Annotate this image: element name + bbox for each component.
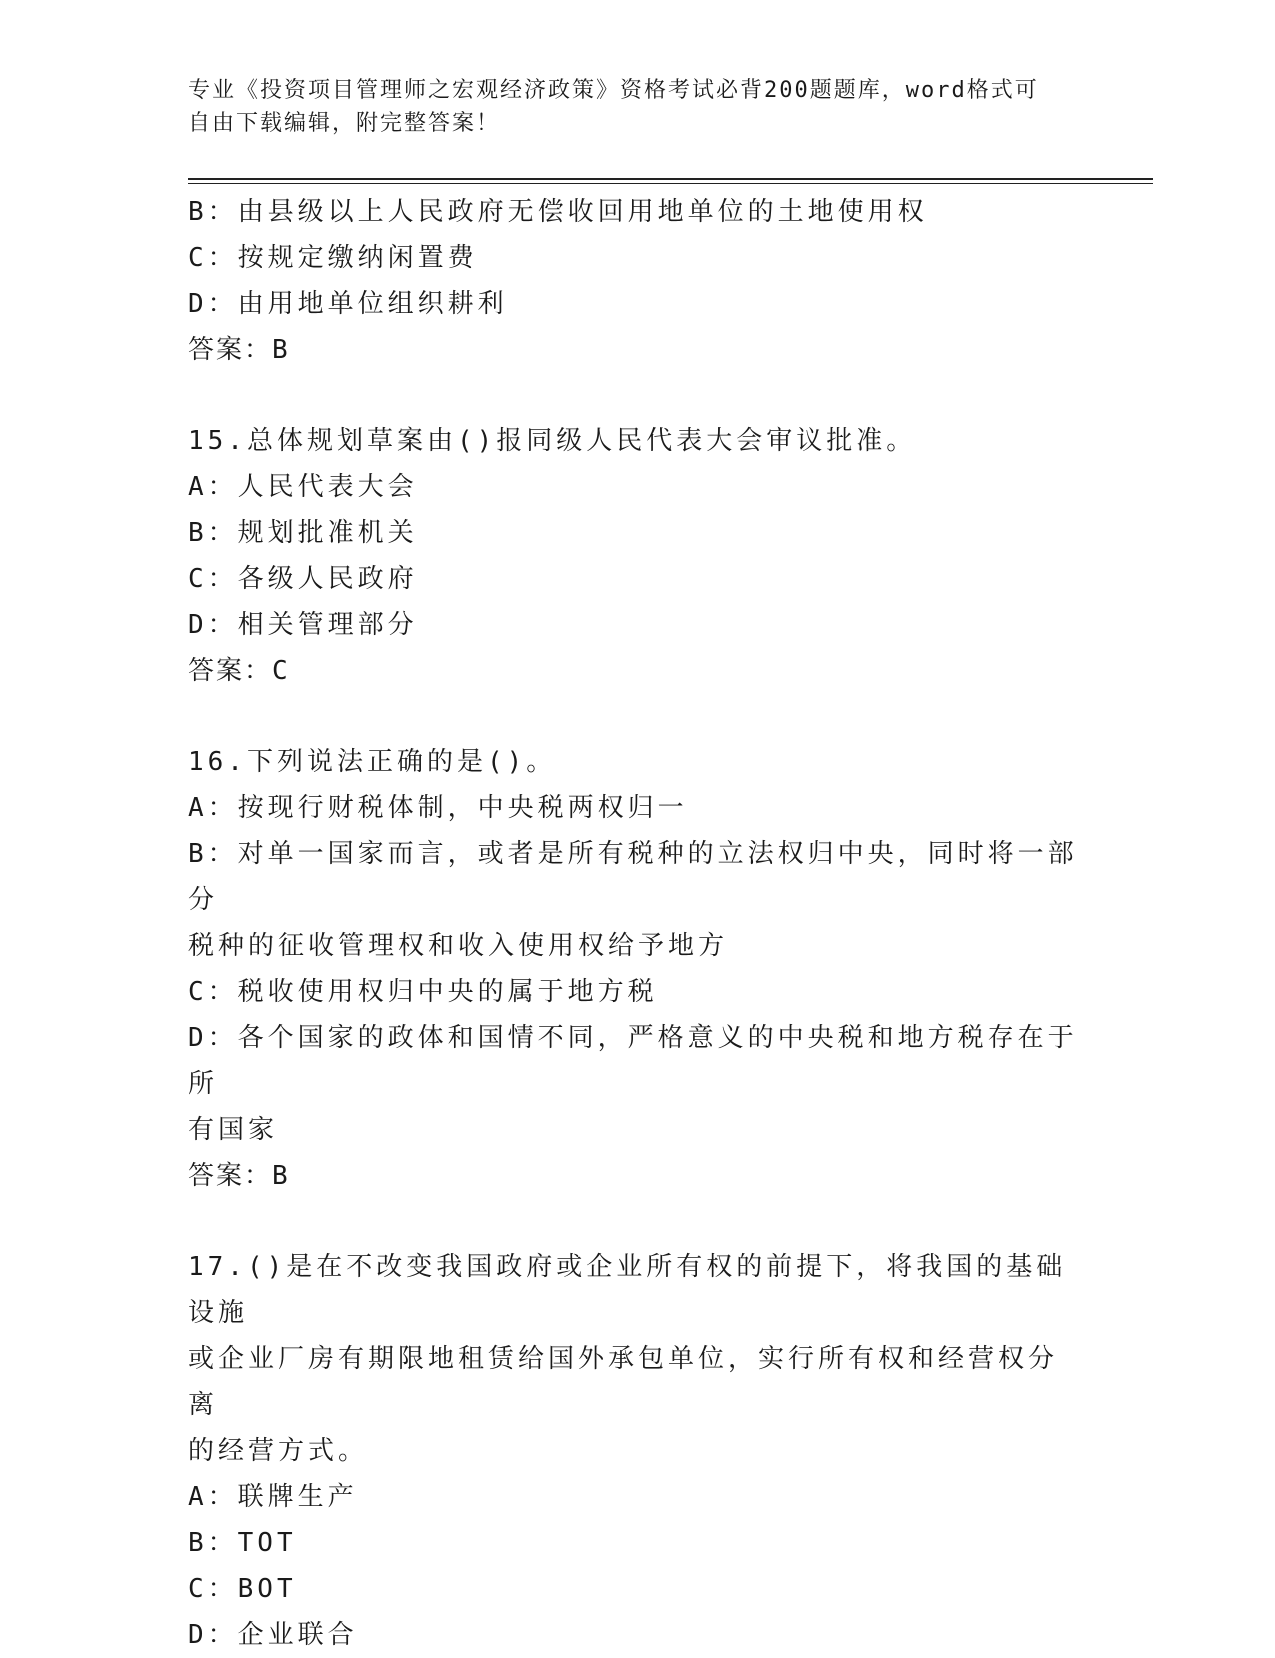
option-d: D：相关管理部分 (188, 610, 418, 640)
header-title-line-2: 自由下载编辑，附完整答案！ (188, 111, 501, 136)
option-c: C：各级人民政府 (188, 564, 418, 594)
option-a: A：按现行财税体制，中央税两权归一 (188, 793, 688, 823)
option-d: D：企业联合 (188, 1620, 358, 1650)
question-16 (188, 739, 1078, 1199)
question-14 (188, 189, 1078, 373)
spacer (188, 373, 1078, 418)
option-a: A：联牌生产 (188, 1482, 358, 1512)
header-divider-thick (188, 178, 1153, 180)
question-stem-line-2: 或企业厂房有期限地租赁给国外承包单位，实行所有权和经营权分离 (188, 1344, 1059, 1420)
document-header (188, 74, 1088, 140)
header-title-line-1: 专业《投资项目管理师之宏观经济政策》资格考试必背200题题库，word格式可 (188, 78, 1039, 103)
spacer (188, 694, 1078, 739)
question-15 (188, 418, 1078, 694)
answer: 答案：B (188, 1161, 290, 1191)
header-divider-thin (188, 183, 1153, 184)
option-c: C：税收使用权归中央的属于地方税 (188, 977, 658, 1007)
question-17 (188, 1244, 1078, 1658)
option-b: B：规划批准机关 (188, 518, 418, 548)
answer: 答案：C (188, 656, 290, 686)
option-b-line-1: B：对单一国家而言，或者是所有税种的立法权归中央，同时将一部分 (188, 839, 1078, 915)
option-b: B：由县级以上人民政府无偿收回用地单位的土地使用权 (188, 197, 928, 227)
question-list (188, 189, 1078, 1658)
option-b: B：TOT (188, 1528, 297, 1558)
option-b-line-2: 税种的征收管理权和收入使用权给予地方 (188, 931, 729, 961)
option-d-line-1: D：各个国家的政体和国情不同，严格意义的中央税和地方税存在于所 (188, 1023, 1078, 1099)
question-stem: 15.总体规划草案由()报同级人民代表大会审议批准。 (188, 426, 917, 456)
question-stem: 16.下列说法正确的是()。 (188, 747, 557, 777)
option-a: A：人民代表大会 (188, 472, 418, 502)
option-c: C：按规定缴纳闲置费 (188, 243, 478, 273)
spacer (188, 1199, 1078, 1244)
question-stem-line-1: 17.()是在不改变我国政府或企业所有权的前提下，将我国的基础设施 (188, 1252, 1067, 1328)
question-stem-line-3: 的经营方式。 (188, 1436, 369, 1466)
option-d: D：由用地单位组织耕利 (188, 289, 508, 319)
option-c: C：BOT (188, 1574, 297, 1604)
option-d-line-2: 有国家 (188, 1115, 279, 1145)
answer: 答案：B (188, 335, 290, 365)
